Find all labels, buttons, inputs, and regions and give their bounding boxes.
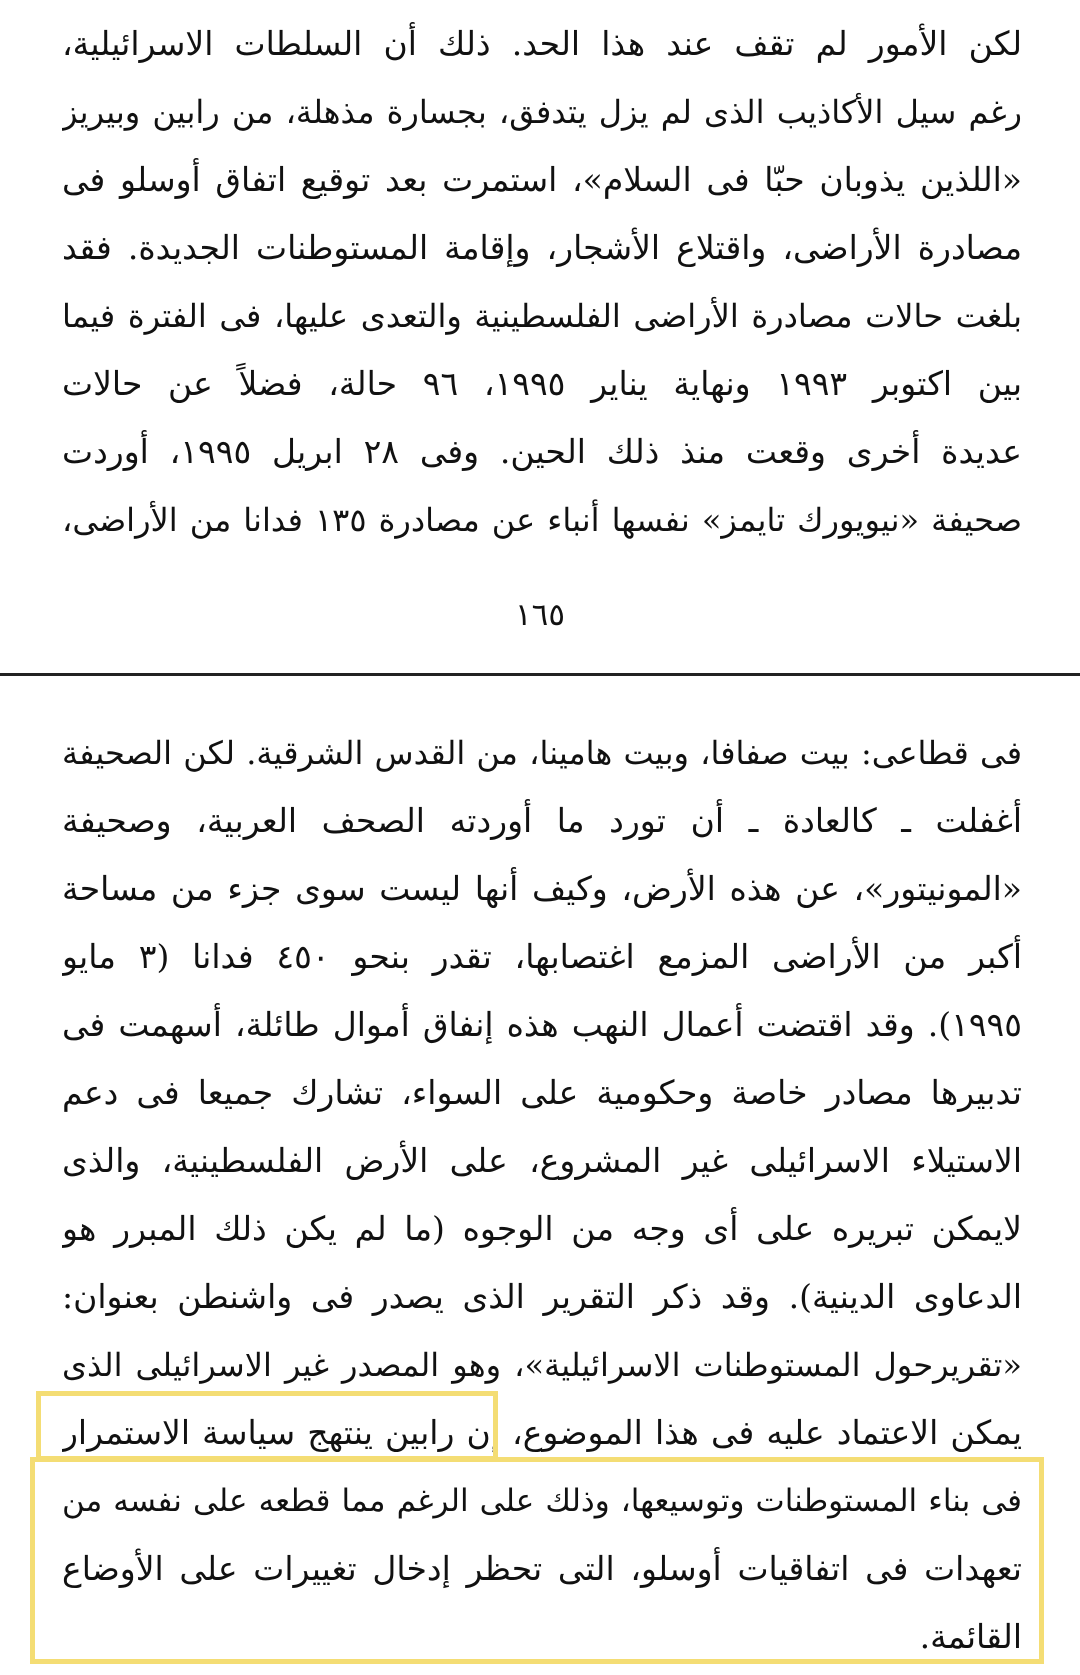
text-line: بين اكتوبر ١٩٩٣ ونهاية يناير ١٩٩٥، ٩٦ حالة، فضلاً عن حالات (62, 364, 1022, 403)
text-line: أغفلت ـ كالعادة ـ أن تورد ما أوردته الصحف العربية، وصحيفة (62, 801, 1022, 840)
bottom-page-paragraph (62, 719, 1022, 1671)
top-page-paragraph (62, 10, 1022, 554)
text-line: بلغت حالات مصادرة الأراضى الفلسطينية والتعدى عليها، فى الفترة فيما (62, 297, 1022, 335)
text-line: ١٩٩٥). وقد اقتضت أعمال النهب هذه إنفاق أموال طائلة، أسهمت فى (62, 1005, 1022, 1044)
text-line: «اللذين يذوبان حبّا فى السلام»، استمرت بعد توقيع اتفاق أوسلو فى (62, 160, 1022, 199)
text-line: صحيفة «نيويورك تايمز» نفسها أنباء عن مصادرة ١٣٥ فدانا من الأراضى، (62, 501, 1022, 539)
text-line: الدعاوى الدينية). وقد ذكر التقرير الذى يصدر فى واشنطن بعنوان: (62, 1277, 1022, 1316)
text-line: تعهدات فى اتفاقيات أوسلو، التى تحظر إدخال تغييرات على الأوضاع (62, 1549, 1022, 1588)
text-line: فى بناء المستوطنات وتوسيعها، وذلك على الرغم مما قطعه على نفسه من (62, 1483, 1022, 1519)
text-line: رغم سيل الأكاذيب الذى لم يزل يتدفق، بجسارة مذهلة، من رابين وبيريز (62, 93, 1022, 131)
text-line: القائمة. (919, 1617, 1022, 1656)
text-line: لكن الأمور لم تقف عند هذا الحد. ذلك أن السلطات الاسرائيلية، (62, 24, 1022, 63)
page-number: ١٦٥ (515, 597, 565, 633)
text-line: عديدة أخرى وقعت منذ ذلك الحين. وفى ٢٨ ابريل ١٩٩٥، أوردت (62, 432, 1022, 471)
text-line: «المونيتور»، عن هذه الأرض، وكيف أنها ليست سوى جزء من مساحة (62, 869, 1022, 908)
text-line: لايمكن تبريره على أى وجه من الوجوه (ما لم يكن ذلك المبرر هو (62, 1209, 1022, 1248)
text-line: مصادرة الأراضى، واقتلاع الأشجار، وإقامة المستوطنات الجديدة. فقد (62, 228, 1022, 267)
text-line: «تقريرحول المستوطنات الاسرائيلية»، وهو المصدر غير الاسرائيلى الذى (62, 1346, 1022, 1384)
text-line: فى قطاعى: بيت صفافا، وبيت هامينا، من القدس الشرقية. لكن الصحيفة (62, 734, 1022, 772)
text-line: أكبر من الأراضى المزمع اغتصابها، تقدر بنحو ٤٥٠ فدانا (٣ مايو (62, 937, 1022, 976)
text-line: تدبيرها مصادر خاصة وحكومية على السواء، تشارك جميعا فى دعم (62, 1073, 1022, 1112)
text-line: يمكن الاعتماد عليه فى هذا الموضوع، إن رابين ينتهج سياسة الاستمرار (62, 1413, 1022, 1452)
page-divider (0, 673, 1080, 676)
text-line: الاستيلاء الاسرائيلى غير المشروع، على الأرض الفلسطينية، والذى (62, 1141, 1022, 1180)
